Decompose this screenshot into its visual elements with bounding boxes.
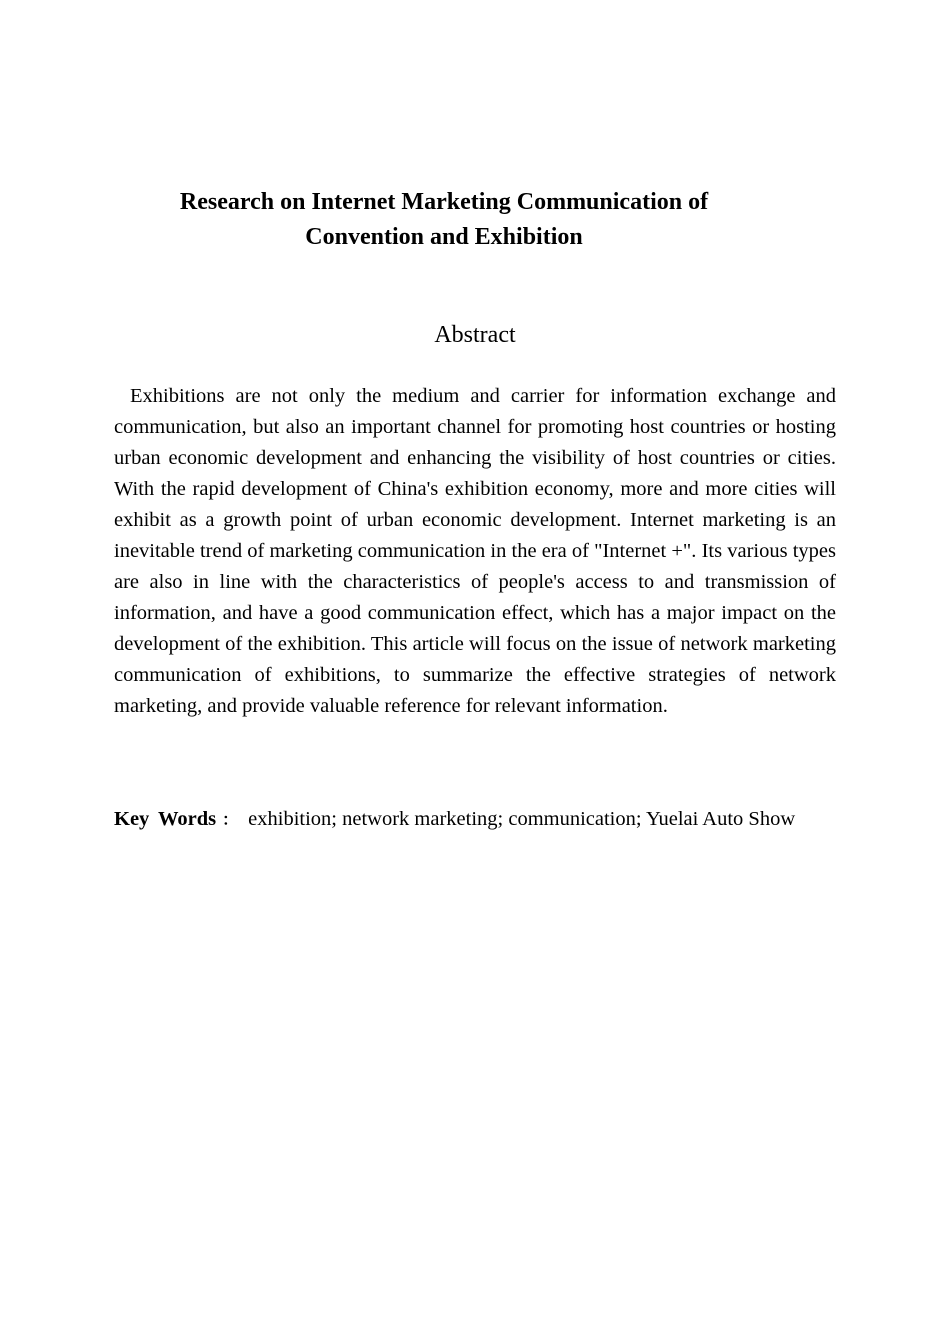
- keywords-paragraph: [114, 804, 836, 836]
- paper-title: [114, 185, 774, 255]
- abstract-heading: Abstract: [434, 322, 516, 348]
- abstract-paragraph: Exhibitions are not only the medium and carrier for information exchange and communication, but also an important channel for promoting host countries or hosting urban economic development and enhancing the visibility of host countries or cities. With the rapid development of China's exhibition economy, more and more cities will exhibit as a growth point of urban economic development. Internet marketing is an inevitable trend of marketing communication in the era of "Internet +". Its various types are also in line with the characteristics of people's access to and transmission of information, and have a good communication effect, which has a major impact on the development of the exhibition. This article will focus on the issue of network marketing communication of exhibitions, to summarize the effective strategies of network marketing, and provide valuable reference for relevant information.: [114, 385, 836, 717]
- paper-title-line-1: Research on Internet Marketing Communication of: [179, 189, 709, 215]
- keywords-label: Key Words: [114, 808, 217, 830]
- paper-title-line-2: Convention and Exhibition: [305, 224, 583, 250]
- keywords-separator: ：: [222, 812, 239, 829]
- keywords-list: exhibition; network marketing; communication; Yuelai Auto Show: [248, 808, 796, 830]
